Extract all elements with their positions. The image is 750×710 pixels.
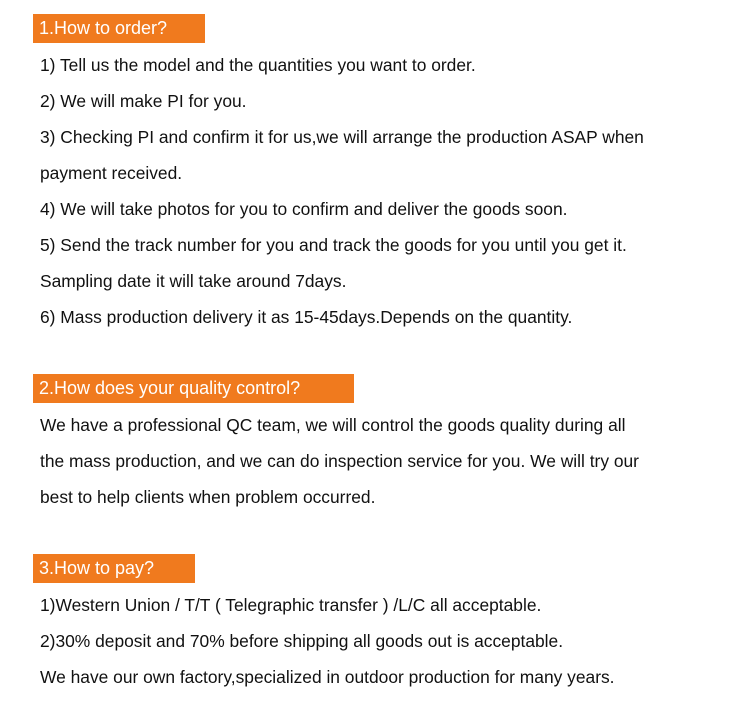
qc-paragraph-line-3: best to help clients when problem occurred.: [40, 487, 376, 507]
sampling-date-note: Sampling date it will take around 7days.: [40, 271, 347, 291]
factory-note: We have our own factory,specialized in outdoor production for many years.: [40, 667, 615, 687]
heading-underline: [33, 402, 354, 403]
qc-paragraph-line-1: We have a professional QC team, we will control the goods quality during all: [40, 415, 626, 435]
order-step-3: 3) Checking PI and confirm it for us,we will arrange the production ASAP when: [40, 127, 644, 147]
payment-method-2: 2)30% deposit and 70% before shipping all goods out is acceptable.: [40, 631, 564, 651]
order-step-5: 5) Send the track number for you and track the goods for you until you get it.: [40, 235, 627, 255]
order-step-3-continued: payment received.: [40, 163, 183, 183]
payment-method-1: 1)Western Union / T/T ( Telegraphic transfer ) /L/C all acceptable.: [40, 595, 542, 615]
order-step-6: 6) Mass production delivery it as 15-45days.Depends on the quantity.: [40, 307, 573, 327]
order-step-1: 1) Tell us the model and the quantities you want to order.: [40, 55, 476, 75]
heading-underline: [33, 582, 195, 583]
qc-paragraph-line-2: the mass production, and we can do inspection service for you. We will try our: [40, 451, 639, 471]
section-heading: 2.How does your quality control?: [33, 374, 354, 403]
heading-underline: [33, 42, 205, 43]
section-heading: 1.How to order?: [33, 14, 205, 43]
order-step-4: 4) We will take photos for you to confirm and deliver the goods soon.: [40, 199, 568, 219]
section-heading: 3.How to pay?: [33, 554, 195, 583]
order-step-2: 2) We will make PI for you.: [40, 91, 247, 111]
